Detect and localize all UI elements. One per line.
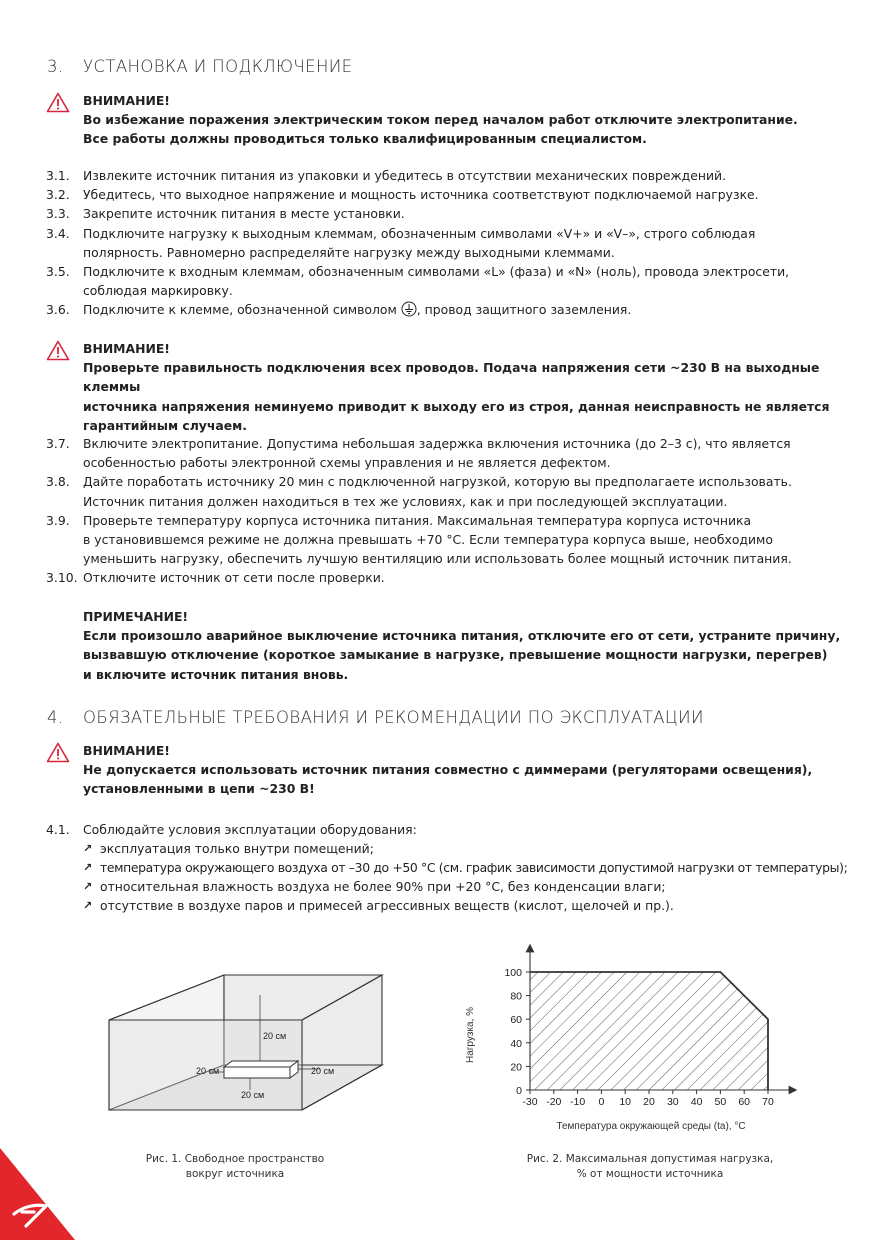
step-item: [46, 472, 826, 510]
dim-label-top: 20 см: [263, 1031, 287, 1041]
step-text-line: соблюдая маркировку.: [83, 283, 233, 299]
list-item-text: отсутствие в воздухе паров и примесей агрессивных веществ (кислот, щелочей и пр.).: [100, 898, 674, 913]
step-item: [46, 568, 826, 587]
steps-list-a: [46, 166, 826, 320]
caption-line: вокруг источника: [185, 1168, 285, 1180]
chart-x-tick-label: -30: [522, 1096, 538, 1108]
step-item: [46, 434, 826, 472]
step-number: 3.7.: [46, 436, 70, 451]
step-text: Извлеките источник питания из упаковки и убедитесь в отсутствии механических повреждений.: [83, 168, 727, 183]
step-text-line: Проверьте температуру корпуса источника питания. Максимальная температура корпуса источника: [83, 512, 752, 528]
warning-1-line: Все работы должны проводиться только квалифицированным специалистом.: [83, 131, 647, 147]
step-number: 3.9.: [46, 512, 70, 528]
step-number: 3.6.: [46, 302, 70, 318]
step-text-line: уменьшить нагрузку, обеспечить лучшую вентиляцию или использовать более мощный источник питания.: [83, 551, 792, 567]
section-3-title: [47, 57, 352, 76]
chart-y-tick-label: 40: [510, 1037, 522, 1050]
note-title: ПРИМЕЧАНИЕ!: [83, 609, 189, 624]
warning-block-3: [46, 741, 846, 799]
step-text: [83, 511, 826, 569]
list-item-text: относительная влажность воздуха не более 90% при +20 °С, без конденсации влаги;: [100, 879, 666, 894]
conditions-list: [83, 839, 873, 915]
step-text-part: , провод защитного заземления.: [416, 302, 632, 318]
chart-x-axis-label: Температура окружающей среды (ta), °С: [556, 1121, 746, 1132]
caption-line: Рис. 1. Свободное пространство: [145, 1153, 325, 1165]
chart-x-tick-label: 70: [762, 1096, 774, 1108]
warning-1-title: ВНИМАНИЕ!: [83, 93, 170, 108]
arrow-bullet-icon: ↗: [83, 842, 93, 855]
chart-x-tick-label: 30: [666, 1096, 679, 1108]
warning-2-title: ВНИМАНИЕ!: [83, 341, 170, 356]
warning-3-line: установленными в цепи ~230 В!: [83, 781, 315, 797]
chart-y-tick-label: 100: [504, 967, 522, 979]
note-line: вызвавшую отключение (короткое замыкание в нагрузке, превышение мощности нагрузки, перегрев): [83, 647, 828, 663]
list-item: [83, 858, 873, 877]
warning-block-1: [46, 91, 846, 149]
list-item: [83, 839, 873, 858]
step-text: [83, 300, 826, 319]
chart-x-tick-label: 50: [714, 1096, 727, 1108]
arrow-bullet-icon: ↗: [83, 880, 93, 893]
step-text-line: Дайте поработать источнику 20 мин с подключенной нагрузкой, которую вы предполагаете использовать.: [83, 474, 792, 490]
step-number: 3.8.: [46, 474, 70, 490]
warning-2-line: источника напряжения неминуемо приводит к выходу его из строя, данная неисправность не является: [83, 398, 830, 414]
section-4-title: [47, 708, 704, 727]
step-text: [83, 472, 826, 510]
step-text: [83, 262, 826, 300]
list-item: [83, 877, 873, 896]
chart-x-tick-label: -20: [546, 1096, 562, 1108]
list-item-text: температура окружающего воздуха от –30 до +50 °С (см. график зависимости допустимой нагрузки от температуры);: [100, 860, 848, 875]
step-text-line: особенностью работы электронной схемы управления и не является дефектом.: [83, 455, 611, 471]
note-line: Если произошло аварийное выключение источника питания, отключите его от сети, устраните причину,: [83, 628, 841, 643]
step-text: [83, 224, 826, 262]
warning-block-2: [46, 339, 846, 435]
figure-2-caption: [500, 1152, 800, 1182]
warning-triangle-icon: [46, 742, 70, 763]
dim-label-left: 20 см: [196, 1066, 220, 1076]
warning-2-line: гарантийным случаем.: [83, 417, 247, 433]
arrow-bullet-icon: ↗: [83, 861, 93, 874]
note-block: [83, 607, 853, 684]
warning-triangle-icon: [46, 92, 70, 113]
list-item-text: эксплуатация только внутри помещений;: [100, 841, 374, 856]
power-supply-block: [224, 1061, 298, 1078]
step-text: Убедитесь, что выходное напряжение и мощность источника соответствуют подключаемой нагрузке.: [83, 187, 759, 203]
step-number: 3.1.: [46, 168, 70, 183]
step-item: [46, 166, 826, 185]
step-number: 3.5.: [46, 264, 70, 280]
warning-2-line: Проверьте правильность подключения всех проводов. Подача напряжения сети ~230 В на выходные клеммы: [83, 360, 820, 395]
chart-x-tick-label: 60: [738, 1096, 751, 1108]
step-number: 3.2.: [46, 187, 70, 203]
step-text: Отключите источник от сети после проверки.: [83, 570, 385, 586]
warning-3-title: ВНИМАНИЕ!: [83, 743, 170, 758]
dim-label-right: 20 см: [311, 1066, 335, 1076]
section-4-title-text: ОБЯЗАТЕЛЬНЫЕ ТРЕБОВАНИЯ И РЕКОМЕНДАЦИИ ПО ЭКСПЛУАТАЦИИ: [83, 708, 704, 727]
arrow-bullet-icon: ↗: [83, 899, 93, 912]
step-text-part: Подключите к клемме, обозначенной символом: [83, 302, 401, 318]
step-text-line: Включите электропитание. Допустима небольшая задержка включения источника (до 2–3 с), что является: [83, 436, 791, 451]
figure-1-caption: [110, 1152, 360, 1182]
chart-y-tick-label: 20: [510, 1061, 522, 1074]
dim-label-front: 20 см: [241, 1090, 265, 1100]
warning-1-line: Во избежание поражения электрическим током перед началом работ отключите электропитание.: [83, 112, 798, 127]
ground-symbol-icon: [401, 301, 417, 317]
section-4-number: 4.: [47, 708, 64, 727]
steps-list-b: [46, 434, 826, 588]
chart-y-tick-label: 80: [510, 990, 522, 1003]
chart-y-axis-label: Нагрузка, %: [465, 1006, 476, 1064]
step-number: 3.4.: [46, 225, 70, 241]
step-text: [83, 434, 826, 472]
step-text: Соблюдайте условия эксплуатации оборудования:: [83, 822, 417, 837]
brand-logo-icon: [0, 1148, 78, 1240]
figure-1-diagram: [100, 965, 400, 1115]
step-number: 3.10.: [46, 570, 78, 586]
step-number: 3.3.: [46, 206, 70, 222]
caption-line: % от мощности источника: [576, 1168, 724, 1180]
chart-x-tick-label: 20: [643, 1096, 655, 1108]
figure-2-chart: [455, 940, 810, 1140]
chart-x-tick-label: 40: [690, 1096, 703, 1108]
warning-3-line: Не допускается использовать источник питания совместно с диммерами (регуляторами освещения),: [83, 762, 813, 777]
section-3-title-text: УСТАНОВКА И ПОДКЛЮЧЕНИЕ: [83, 57, 353, 76]
step-text-line: Подключите к входным клеммам, обозначенным символами «L» (фаза) и «N» (ноль), провода электросети,: [83, 264, 790, 280]
chart-y-tick-label: 0: [516, 1085, 522, 1097]
steps-list-c: [46, 820, 826, 839]
step-text-line: в установившемся режиме не должна превышать +70 °С. Если температура корпуса выше, необходимо: [83, 532, 773, 548]
step-item: [46, 300, 826, 319]
warning-triangle-icon: [46, 340, 70, 361]
step-item: [46, 185, 826, 204]
chart-x-tick-label: 0: [598, 1096, 605, 1108]
step-item: [46, 820, 826, 839]
step-text-line: Источник питания должен находиться в тех же условиях, как и при последующей эксплуатации.: [83, 493, 728, 509]
caption-line: Рис. 2. Максимальная допустимая нагрузка,: [526, 1153, 774, 1165]
section-3-number: 3.: [47, 57, 64, 76]
list-item: [83, 896, 873, 915]
step-item: [46, 224, 826, 262]
step-item: [46, 204, 826, 223]
step-text-line: Подключите нагрузку к выходным клеммам, обозначенным символами «V+» и «V–», строго соблюдая: [83, 225, 756, 241]
step-item: [46, 511, 826, 569]
note-line: и включите источник питания вновь.: [83, 666, 349, 682]
step-text-line: полярность. Равномерно распределяйте нагрузку между выходными клеммами.: [83, 244, 615, 260]
step-text: Закрепите источник питания в месте установки.: [83, 206, 405, 222]
chart-x-tick-label: 10: [619, 1096, 632, 1108]
chart-x-tick-label: -10: [570, 1096, 586, 1108]
chart-y-tick-label: 60: [510, 1014, 522, 1027]
chart-area-fill: [530, 972, 768, 1090]
step-number: 4.1.: [46, 822, 70, 837]
step-item: [46, 262, 826, 300]
